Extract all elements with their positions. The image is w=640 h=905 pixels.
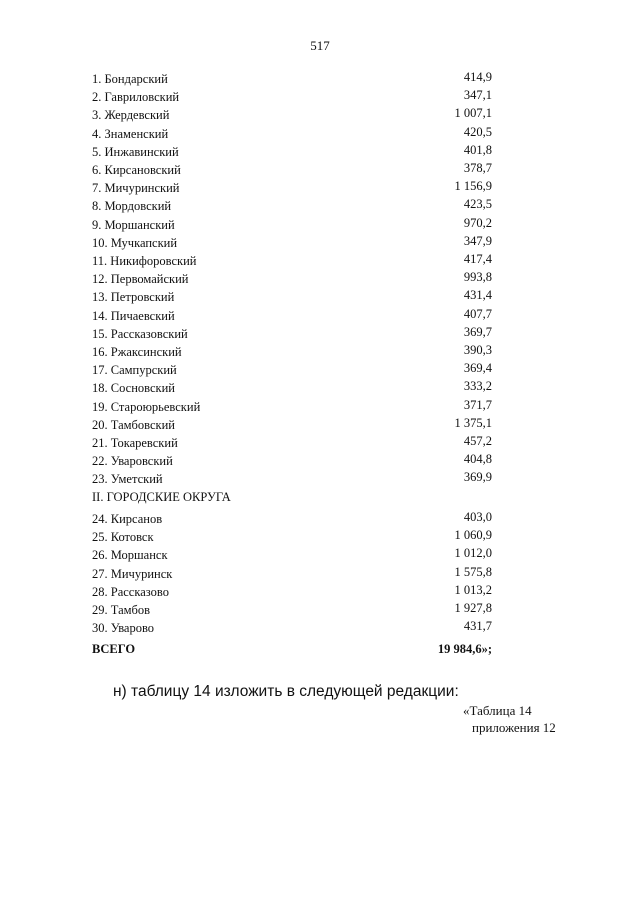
- district-value: 970,2: [463, 215, 492, 230]
- table-row: [92, 307, 492, 325]
- district-value: 1 156,9: [454, 179, 492, 194]
- district-name: 12. Первомайский: [92, 272, 189, 287]
- table-row: [92, 452, 492, 470]
- table-row: [92, 270, 492, 288]
- district-name: 23. Уметский: [92, 472, 163, 487]
- district-name: 14. Пичаевский: [92, 308, 175, 323]
- table-row: [92, 398, 492, 416]
- district-name: 11. Никифоровский: [92, 254, 197, 268]
- district-name: 2. Гавриловский: [92, 90, 180, 105]
- table-row: [92, 546, 492, 564]
- table-row: [92, 125, 492, 143]
- district-value: 369,7: [463, 324, 492, 339]
- district-value: 407,7: [463, 306, 492, 321]
- table-reference-line-2: приложения 12: [472, 720, 556, 735]
- district-value: 1 007,1: [454, 106, 492, 121]
- table-row: [92, 143, 492, 161]
- district-name: 25. Котовск: [92, 530, 154, 545]
- district-value: 1 575,8: [454, 564, 492, 579]
- district-name: 22. Уваровский: [92, 454, 173, 469]
- district-value: 457,2: [463, 434, 492, 448]
- table-row: [92, 379, 492, 397]
- table-row: [92, 416, 492, 434]
- table-row: [92, 565, 492, 583]
- district-value: 378,7: [463, 161, 492, 175]
- table-row: [92, 252, 492, 270]
- table-row: [92, 70, 492, 88]
- page-number: 517: [310, 38, 330, 53]
- table-row: [92, 619, 492, 637]
- district-value: 431,7: [463, 619, 492, 634]
- instruction-text: н) таблицу 14 изложить в следующей редакции:: [113, 683, 459, 700]
- district-name: 7. Мичуринский: [92, 181, 180, 196]
- district-value: 431,4: [463, 288, 492, 303]
- district-name: 6. Кирсановский: [92, 163, 181, 177]
- district-value: 417,4: [463, 252, 492, 266]
- district-name: 16. Ржаксинский: [92, 345, 182, 359]
- table-reference-line-1: «Таблица 14: [463, 703, 532, 718]
- table-row: [92, 288, 492, 306]
- total-value: 19 984,6»;: [437, 642, 492, 656]
- district-name: 30. Уварово: [92, 621, 155, 636]
- district-value: 1 375,1: [454, 415, 492, 430]
- district-value: 401,8: [463, 142, 492, 157]
- district-value: 414,9: [463, 70, 492, 84]
- district-value: 347,1: [463, 88, 492, 103]
- district-name: 1. Бондарский: [92, 72, 168, 86]
- total-label: ВСЕГО: [92, 642, 136, 656]
- district-value: 423,5: [463, 197, 492, 212]
- district-name: 15. Рассказовский: [92, 326, 188, 341]
- district-name: 9. Моршанский: [92, 217, 175, 232]
- table-row: [92, 88, 492, 106]
- district-value: 1 012,0: [454, 546, 492, 561]
- district-value: 1 013,2: [454, 582, 492, 597]
- district-name: 27. Мичуринск: [92, 566, 173, 581]
- district-name: 26. Моршанск: [92, 548, 168, 563]
- district-value: 1 060,9: [454, 528, 492, 543]
- table-row: [92, 343, 492, 361]
- district-name: 13. Петровский: [92, 290, 175, 305]
- table-row: [92, 510, 492, 528]
- table-row: [92, 179, 492, 197]
- district-value: 333,2: [463, 379, 492, 394]
- district-name: 24. Кирсанов: [92, 512, 163, 526]
- table-row: [92, 161, 492, 179]
- district-value: 369,9: [463, 470, 492, 485]
- district-name: 29. Тамбов: [92, 603, 151, 617]
- district-value: 369,4: [463, 361, 492, 376]
- table-row: [92, 325, 492, 343]
- table-row: [92, 106, 492, 124]
- total-row: [92, 642, 492, 660]
- district-value: 403,0: [463, 510, 492, 524]
- district-value: 347,9: [463, 233, 492, 248]
- district-value: 1 927,8: [454, 601, 492, 615]
- section-title: II. ГОРОДСКИЕ ОКРУГА: [92, 490, 231, 504]
- district-name: 3. Жердевский: [92, 108, 170, 123]
- table-row: [92, 361, 492, 379]
- district-name: 4. Знаменский: [92, 126, 169, 141]
- district-name: 8. Мордовский: [92, 199, 172, 214]
- district-name: 28. Рассказово: [92, 584, 169, 599]
- district-value: 993,8: [463, 270, 492, 285]
- district-name: 20. Тамбовский: [92, 417, 175, 432]
- district-name: 19. Староюрьевский: [92, 399, 201, 414]
- district-name: 17. Сампурский: [92, 363, 177, 378]
- table-row: [92, 601, 492, 619]
- district-value: 420,5: [463, 124, 492, 139]
- table-row: [92, 528, 492, 546]
- district-name: 18. Сосновский: [92, 381, 175, 396]
- table-row: [92, 216, 492, 234]
- district-value: 371,7: [463, 397, 492, 412]
- table-row: [92, 434, 492, 452]
- district-name: 10. Мучкапский: [92, 235, 178, 250]
- table-row: [92, 197, 492, 215]
- district-name: 21. Токаревский: [92, 436, 178, 450]
- district-value: 390,3: [463, 343, 492, 357]
- table-row: [92, 583, 492, 601]
- district-value: 404,8: [463, 452, 492, 467]
- table-reference: [463, 702, 556, 736]
- district-name: 5. Инжавинский: [92, 144, 179, 159]
- table-row: [92, 470, 492, 488]
- table-row: [92, 234, 492, 252]
